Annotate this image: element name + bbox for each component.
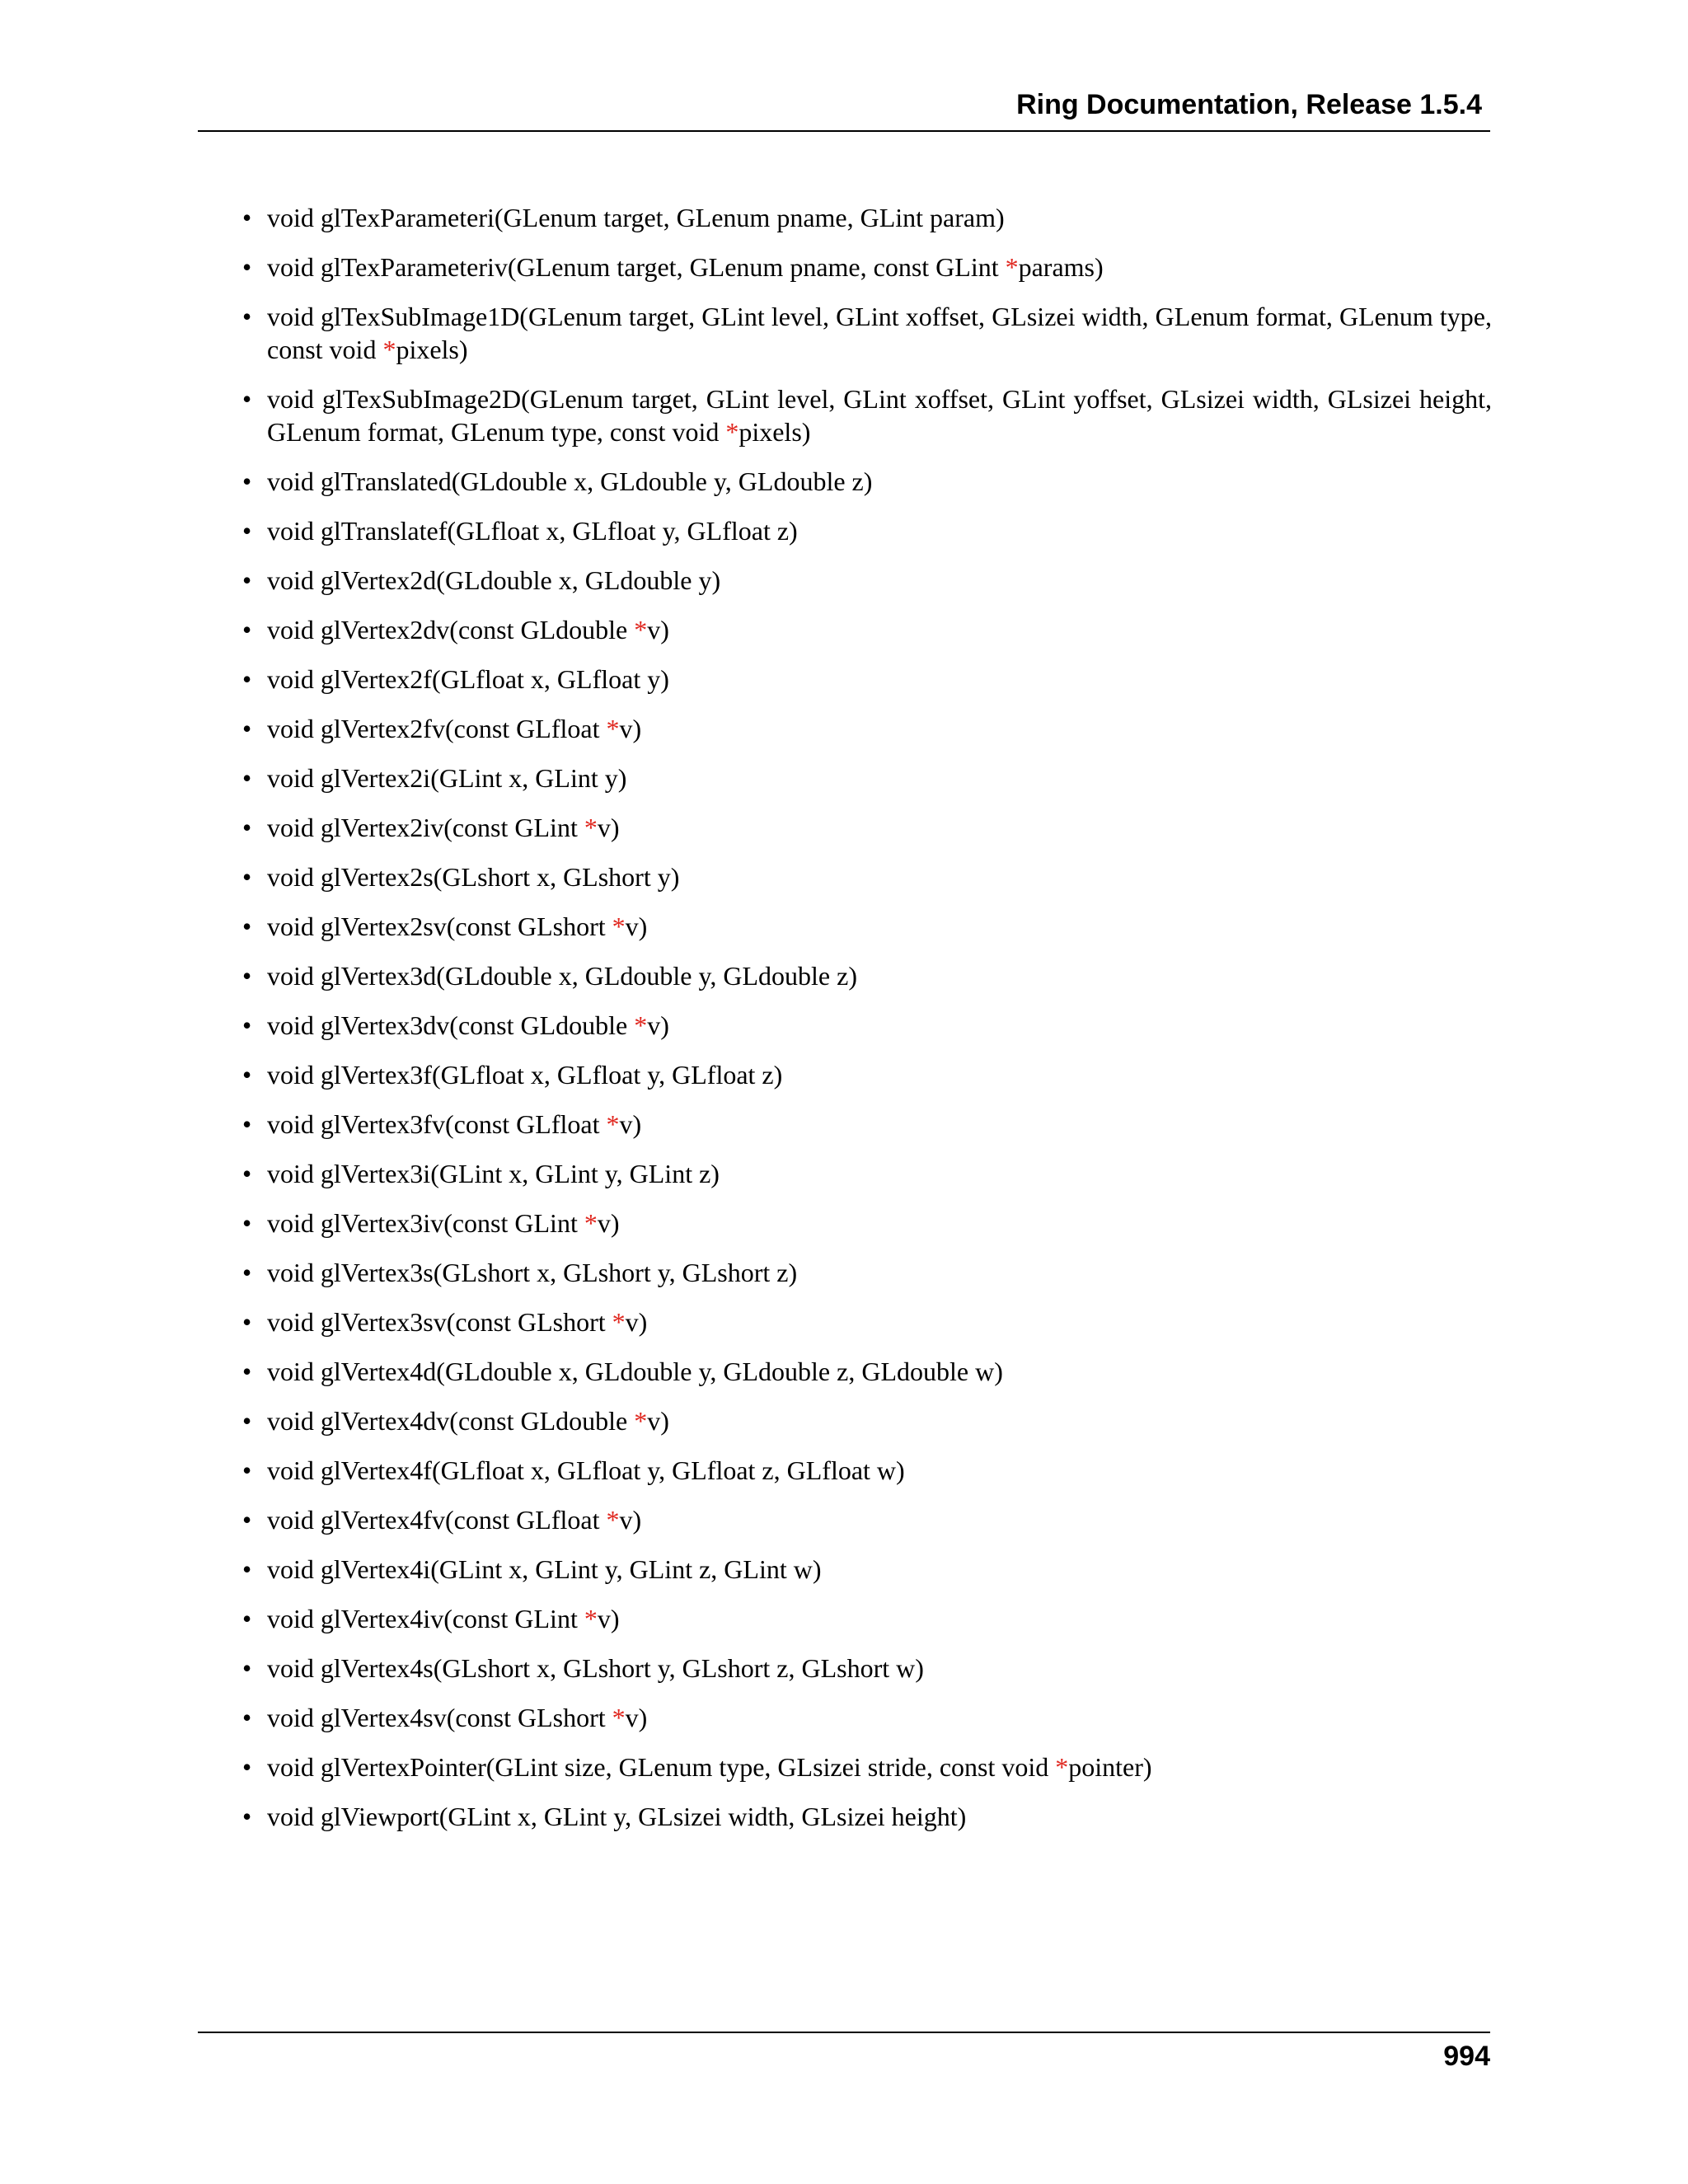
- bullet-icon: •: [242, 516, 252, 546]
- bullet-icon: •: [242, 1505, 252, 1535]
- list-item: [242, 959, 1492, 992]
- list-item: [242, 201, 1492, 234]
- list-item: [242, 1404, 1492, 1437]
- bullet-icon: •: [242, 252, 252, 282]
- bullet-icon: •: [242, 912, 252, 941]
- function-signature-tail: v): [647, 1406, 669, 1436]
- function-signature: void glVertex4s(GLshort x, GLshort y, GLshort z, GLshort w): [267, 1653, 924, 1683]
- function-signature: void glVertex3s(GLshort x, GLshort y, GLshort z): [267, 1258, 798, 1287]
- bullet-icon: •: [242, 961, 252, 991]
- bullet-icon: •: [242, 714, 252, 743]
- pointer-asterisk: *: [1005, 252, 1019, 282]
- pointer-asterisk: *: [725, 417, 739, 447]
- bullet-icon: •: [242, 1406, 252, 1436]
- bullet-icon: •: [242, 1554, 252, 1584]
- function-signature: void glVertex2d(GLdouble x, GLdouble y): [267, 565, 721, 595]
- bullet-icon: •: [242, 1752, 252, 1782]
- function-signature: void glVertex2fv(const GLfloat: [267, 714, 607, 743]
- function-signature-tail: pixels): [396, 335, 468, 364]
- list-item: [242, 860, 1492, 893]
- list-item: [242, 1602, 1492, 1635]
- function-signature: void glTexParameteri(GLenum target, GLenum pname, GLint param): [267, 203, 1005, 232]
- pointer-asterisk: *: [612, 1307, 626, 1337]
- function-signature: void glTexParameteriv(GLenum target, GLenum pname, const GLint: [267, 252, 1006, 282]
- header-divider: [198, 130, 1490, 132]
- pointer-asterisk: *: [1055, 1752, 1069, 1782]
- function-signature: void glVertex2s(GLshort x, GLshort y): [267, 862, 680, 892]
- function-signature: void glVertexPointer(GLint size, GLenum type, GLsizei stride, const void: [267, 1752, 1056, 1782]
- list-item: [242, 1701, 1492, 1734]
- function-signature-tail: v): [597, 813, 620, 842]
- function-signature: void glVertex4fv(const GLfloat: [267, 1505, 607, 1535]
- bullet-icon: •: [242, 384, 252, 414]
- bullet-icon: •: [242, 1307, 252, 1337]
- function-signature: void glTranslatef(GLfloat x, GLfloat y, GLfloat z): [267, 516, 798, 546]
- bullet-icon: •: [242, 862, 252, 892]
- function-signature-tail: v): [647, 1010, 669, 1040]
- function-signature: void glVertex3iv(const GLint: [267, 1208, 584, 1238]
- list-item: [242, 251, 1492, 284]
- function-signature-tail: params): [1018, 252, 1104, 282]
- bullet-icon: •: [242, 615, 252, 644]
- bullet-icon: •: [242, 1258, 252, 1287]
- list-item: [242, 1058, 1492, 1091]
- function-signature: void glVertex3sv(const GLshort: [267, 1307, 612, 1337]
- pointer-asterisk: *: [584, 1208, 598, 1238]
- function-signature: void glVertex3d(GLdouble x, GLdouble y, GLdouble z): [267, 961, 857, 991]
- pointer-asterisk: *: [634, 615, 648, 644]
- list-item: [242, 663, 1492, 696]
- list-item: [242, 712, 1492, 745]
- function-signature: void glViewport(GLint x, GLint y, GLsizei width, GLsizei height): [267, 1802, 967, 1831]
- pointer-asterisk: *: [606, 1505, 620, 1535]
- running-header-title: Ring Documentation, Release 1.5.4: [1016, 89, 1482, 120]
- list-item: [242, 1652, 1492, 1685]
- list-item: [242, 811, 1492, 844]
- pointer-asterisk: *: [634, 1406, 648, 1436]
- bullet-icon: •: [242, 1703, 252, 1732]
- bullet-icon: •: [242, 763, 252, 793]
- function-signature-tail: v): [625, 1307, 648, 1337]
- pointer-asterisk: *: [584, 1604, 598, 1633]
- function-signature: void glVertex3dv(const GLdouble: [267, 1010, 635, 1040]
- bullet-icon: •: [242, 1653, 252, 1683]
- bullet-icon: •: [242, 1060, 252, 1090]
- function-signature-tail: v): [619, 1505, 642, 1535]
- function-signature-tail: pointer): [1068, 1752, 1152, 1782]
- bullet-icon: •: [242, 466, 252, 496]
- list-item: [242, 1454, 1492, 1487]
- bullet-icon: •: [242, 1604, 252, 1633]
- list-item: [242, 1009, 1492, 1042]
- bullet-icon: •: [242, 1208, 252, 1238]
- list-item: [242, 382, 1492, 448]
- pointer-asterisk: *: [606, 1109, 620, 1139]
- list-item: [242, 465, 1492, 498]
- list-item: [242, 1305, 1492, 1338]
- function-signature: void glVertex2dv(const GLdouble: [267, 615, 635, 644]
- function-signature: void glTexSubImage1D(GLenum target, GLint level, GLint xoffset, GLsizei width, GLenum format, GLenum type, const void: [267, 302, 1492, 364]
- list-item: [242, 613, 1492, 646]
- function-list: [242, 201, 1492, 1849]
- bullet-icon: •: [242, 1159, 252, 1188]
- bullet-icon: •: [242, 1455, 252, 1485]
- footer-divider: [198, 2032, 1490, 2033]
- function-signature: void glVertex4iv(const GLint: [267, 1604, 584, 1633]
- function-signature-tail: v): [625, 1703, 648, 1732]
- list-item: [242, 300, 1492, 366]
- function-signature: void glTranslated(GLdouble x, GLdouble y, GLdouble z): [267, 466, 873, 496]
- list-item: [242, 1157, 1492, 1190]
- list-item: [242, 910, 1492, 943]
- list-item: [242, 1800, 1492, 1833]
- list-item: [242, 1503, 1492, 1536]
- function-signature: void glVertex4i(GLint x, GLint y, GLint z, GLint w): [267, 1554, 822, 1584]
- pointer-asterisk: *: [584, 813, 598, 842]
- function-signature: void glVertex4d(GLdouble x, GLdouble y, GLdouble z, GLdouble w): [267, 1357, 1003, 1386]
- function-signature: void glVertex4f(GLfloat x, GLfloat y, GLfloat z, GLfloat w): [267, 1455, 905, 1485]
- pointer-asterisk: *: [612, 1703, 626, 1732]
- bullet-icon: •: [242, 1109, 252, 1139]
- bullet-icon: •: [242, 302, 252, 331]
- function-signature: void glVertex4dv(const GLdouble: [267, 1406, 635, 1436]
- function-signature: void glTexSubImage2D(GLenum target, GLint level, GLint xoffset, GLint yoffset, GLsizei width, GLsizei height, GLenum format, GLenum type, const void: [267, 384, 1492, 447]
- list-item: [242, 1108, 1492, 1141]
- list-item: [242, 1256, 1492, 1289]
- bullet-icon: •: [242, 664, 252, 694]
- bullet-icon: •: [242, 1010, 252, 1040]
- function-signature-tail: v): [597, 1208, 620, 1238]
- list-item: [242, 1750, 1492, 1783]
- list-item: [242, 762, 1492, 794]
- list-item: [242, 514, 1492, 547]
- pointer-asterisk: *: [382, 335, 396, 364]
- function-signature-tail: pixels): [738, 417, 811, 447]
- list-item: [242, 1553, 1492, 1586]
- bullet-icon: •: [242, 1802, 252, 1831]
- function-signature: void glVertex2f(GLfloat x, GLfloat y): [267, 664, 669, 694]
- bullet-icon: •: [242, 813, 252, 842]
- bullet-icon: •: [242, 1357, 252, 1386]
- function-signature: void glVertex2iv(const GLint: [267, 813, 584, 842]
- function-signature: void glVertex2sv(const GLshort: [267, 912, 612, 941]
- pointer-asterisk: *: [634, 1010, 648, 1040]
- list-item: [242, 1355, 1492, 1388]
- page-number: 994: [1443, 2041, 1490, 2072]
- function-signature: void glVertex3fv(const GLfloat: [267, 1109, 607, 1139]
- bullet-icon: •: [242, 565, 252, 595]
- function-signature-tail: v): [647, 615, 669, 644]
- pointer-asterisk: *: [606, 714, 620, 743]
- bullet-icon: •: [242, 203, 252, 232]
- function-signature: void glVertex2i(GLint x, GLint y): [267, 763, 627, 793]
- list-item: [242, 564, 1492, 597]
- function-signature: void glVertex4sv(const GLshort: [267, 1703, 612, 1732]
- function-signature-tail: v): [625, 912, 648, 941]
- function-signature: void glVertex3i(GLint x, GLint y, GLint z): [267, 1159, 720, 1188]
- list-item: [242, 1207, 1492, 1240]
- function-signature-tail: v): [619, 1109, 642, 1139]
- pointer-asterisk: *: [612, 912, 626, 941]
- function-signature-tail: v): [619, 714, 642, 743]
- function-signature: void glVertex3f(GLfloat x, GLfloat y, GLfloat z): [267, 1060, 783, 1090]
- function-signature-tail: v): [597, 1604, 620, 1633]
